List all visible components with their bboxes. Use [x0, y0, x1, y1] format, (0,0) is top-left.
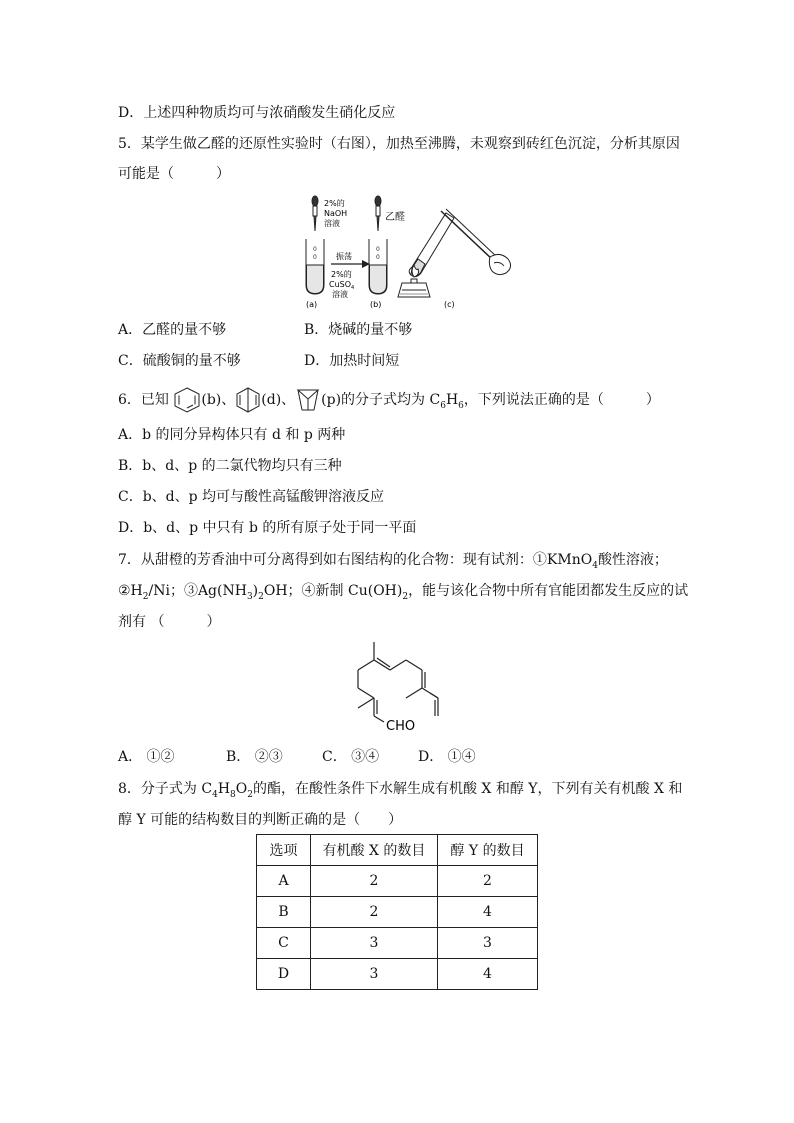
q7-options: [118, 747, 476, 767]
q5-cu-3: 溶液: [332, 290, 348, 299]
q7-line2-sub3: 2: [258, 591, 264, 602]
q7-line1-a: 7．从甜橙的芳香油中可分离得到如右图结构的化合物：现有试剂：①KMnO: [118, 552, 593, 568]
table-cell: B: [257, 897, 311, 928]
test-tube-a-icon: [306, 239, 324, 294]
q6-option-b: B．b、d、p 的二氯代物均只有三种: [118, 458, 342, 474]
skeletal-formula-icon: [358, 642, 438, 722]
table-cell: 2: [311, 897, 438, 928]
q5-a-reagent-2: NaOH: [324, 209, 348, 218]
svg-text:0: 0: [376, 254, 380, 261]
q7-line2-d: OH；④新制 Cu(OH): [263, 583, 403, 599]
table-header-cell: 选项: [257, 835, 311, 866]
q5-stem-line2: 可能是（ ）: [118, 166, 230, 182]
q8-line1-sub2: 8: [230, 789, 236, 800]
q7-line2-sub1: 2: [142, 591, 149, 602]
table-row: [257, 959, 538, 990]
q7-line2-a: ②H: [118, 583, 143, 599]
table-header-cell: 有机酸 X 的数目: [311, 835, 438, 866]
q7-line2-e: ，能与该化合物中所有官能团都发生反应的试: [408, 583, 689, 599]
q8-line1: [118, 779, 682, 799]
q8-line2: 醇 Y 可能的结构数目的判断正确的是（ ）: [118, 812, 403, 828]
dewar-benzene-structure-icon: [235, 387, 261, 413]
q7-line2-b: /Ni；③Ag(NH: [148, 583, 247, 599]
q7-line1-b: 酸性溶液；: [597, 552, 668, 568]
q6-option-d: D．b、d、p 中只有 b 的所有原子处于同一平面: [118, 520, 417, 536]
table-row: [257, 866, 538, 897]
test-tube-b-icon: [369, 239, 387, 294]
q8-answer-table: [256, 834, 538, 990]
q4-option-d: D．上述四种物质均可与浓硝酸发生硝化反应: [118, 105, 396, 121]
q5-b-reagent: 乙醛: [385, 212, 405, 223]
q8-line1-a: 8．分子式为 C: [118, 781, 213, 797]
q6-c-sub: 6: [440, 400, 446, 411]
prismane-structure-icon: [295, 387, 321, 413]
svg-text:0: 0: [376, 246, 380, 253]
q5-a-reagent-1: 2%的: [324, 199, 345, 208]
table-cell: 3: [438, 928, 538, 959]
q6-label-p: (p)的分子式均为 C: [321, 392, 441, 408]
q8-line1-c: O: [235, 781, 248, 797]
q7-option-d: D． ①④: [418, 749, 476, 765]
q6-option-c: C．b、d、p 均可与酸性高锰酸钾溶液反应: [118, 489, 385, 505]
q7-line2-c: ): [252, 583, 259, 599]
q5-cu-2: CuSO$_4$: [329, 280, 355, 291]
table-cell: A: [257, 866, 311, 897]
q5-options-row1: [118, 320, 412, 340]
q7-line1: [118, 550, 668, 570]
table-cell: 4: [438, 897, 538, 928]
q7-structure-label: CHO: [386, 719, 416, 734]
q5-apparatus-figure: [294, 193, 520, 311]
q8-line1-sub1: 4: [212, 789, 218, 800]
q5-options-row2: [118, 351, 399, 371]
q7-line3: 剂有 （ ）: [118, 614, 221, 630]
q5-label-a: (a): [306, 300, 318, 309]
q5-option-c: C．硫酸铜的量不够: [118, 353, 241, 369]
svg-text:0: 0: [313, 246, 317, 253]
table-cell: 2: [438, 866, 538, 897]
table-cell: 3: [311, 928, 438, 959]
q7-line2-sub2: 3: [246, 591, 253, 602]
benzene-structure-icon: [173, 387, 201, 413]
q7-structure-figure: [340, 636, 470, 740]
q6-stem-suffix: ，下列说法正确的是（ ）: [463, 392, 660, 408]
q7-option-a: A． ①②: [118, 749, 175, 765]
q6-stem-prefix: 6．已知: [118, 392, 169, 408]
table-cell: 4: [438, 959, 538, 990]
q7-line2: [118, 581, 688, 601]
q5-label-b: (b): [370, 300, 382, 309]
q5-arrow-label: 振荡: [336, 252, 352, 261]
table-row: [257, 928, 538, 959]
q7-line1-sub: 4: [592, 560, 598, 571]
heating-setup-icon: [398, 209, 511, 297]
q5-label-c: (c): [444, 300, 455, 309]
q5-a-reagent-3: 溶液: [324, 219, 340, 228]
table-cell: D: [257, 959, 311, 990]
arrow-right-icon: [331, 260, 370, 268]
q6-stem: [118, 387, 660, 413]
dropper-a-icon: [312, 196, 318, 231]
table-cell: C: [257, 928, 311, 959]
table-header-cell: 醇 Y 的数目: [438, 835, 538, 866]
q8-line1-sub3: 2: [247, 789, 253, 800]
q7-option-c: C． ③④: [322, 749, 380, 765]
dropper-b-icon: [375, 196, 381, 231]
q6-option-a: A．b 的同分异构体只有 d 和 p 两种: [118, 427, 346, 443]
table-cell: 3: [311, 959, 438, 990]
q5-cu-1: 2%的: [331, 270, 352, 279]
q6-label-d: (d)、: [261, 392, 296, 408]
q5-option-a: A．乙醛的量不够: [118, 322, 227, 338]
svg-text:0: 0: [313, 254, 317, 261]
table-row: [257, 897, 538, 928]
q6-h-sub: 6: [458, 400, 464, 411]
q5-option-d: D．加热时间短: [304, 353, 400, 369]
q6-h: H: [445, 392, 459, 408]
q7-option-b: B． ②③: [226, 749, 283, 765]
table-cell: 2: [311, 866, 438, 897]
q8-line1-d: 的酯，在酸性条件下水解生成有机酸 X 和醇 Y，下列有关有机酸 X 和: [252, 781, 683, 797]
table-header-row: [257, 835, 538, 866]
q7-line2-sub4: 2: [402, 591, 409, 602]
q5-stem-line1: 5．某学生做乙醛的还原性实验时（右图），加热至沸腾，未观察到砖红色沉淀，分析其原因: [118, 136, 680, 152]
q5-option-b: B．烧碱的量不够: [304, 322, 413, 338]
q8-line1-b: H: [217, 781, 231, 797]
q6-label-b: (b)、: [201, 392, 236, 408]
